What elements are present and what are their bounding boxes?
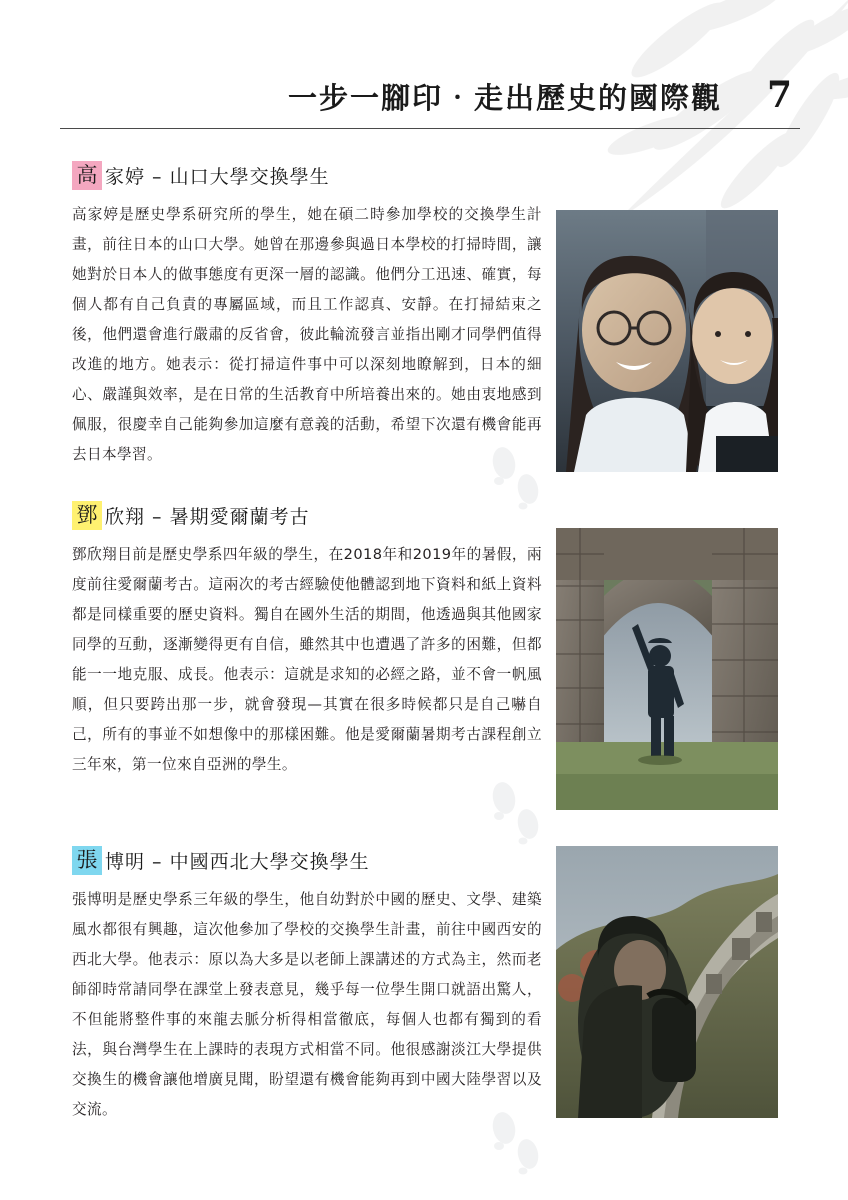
surname-highlight-3: 張 <box>72 846 102 875</box>
article-title-2: 欣翔 – 暑期愛爾蘭考古 <box>105 505 310 528</box>
page-title: 一步一腳印‧走出歷史的國際觀 <box>287 81 722 115</box>
header-divider <box>60 128 800 129</box>
footprint-icon-2 <box>486 780 546 854</box>
article-body-3: 張博明是歷史學系三年級的學生，他自幼對於中國的歷史、文學、建築風水都很有興趣，這次他參加了學校的交換學生計畫，前往中國西安的西北大學。他表示：原以為大多是以老師上課講述的方式為主，然而老師卻時常請同學在課堂上發表意見，幾乎每一位學生開口就語出驚人，不但能將整件事的來龍去脈分析得相當徹底，每個人也都有獨到的看法，與台灣學生在上課時的表現方式相當不同。他很感謝淡江大學提供交換生的機會讓他增廣見聞，盼望還有機會能夠再到中國大陸學習以及交流。 <box>72 891 542 1118</box>
page-number: 7 <box>766 74 792 116</box>
article-title-1: 家婷 – 山口大學交換學生 <box>105 165 330 188</box>
surname-highlight-1: 高 <box>72 161 102 190</box>
article-heading-2 <box>72 500 777 530</box>
article-photo-1 <box>556 210 778 472</box>
article-body-2: 鄧欣翔目前是歷史學系四年級的學生，在2018年和2019年的暑假，兩度前往愛爾蘭考古。這兩次的考古經驗使他體認到地下資料和紙上資料都是同樣重要的歷史資料。獨自在國外生活的期間，他透過與其他國家同學的互動，逐漸變得更有自信，雖然其中也遭遇了許多的困難，但都能一一地克服、成長。他表示：這就是求知的必經之路，並不會一帆風順，但只要跨出那一步，就會發現—其實在很多時候都只是自己嚇自己，所有的事並不如想像中的那樣困難。他是愛爾蘭暑期考古課程創立三年來，第一位來自亞洲的學生。 <box>72 546 542 773</box>
article-title-3: 博明 – 中國西北大學交換學生 <box>105 850 370 873</box>
page-header <box>60 74 800 138</box>
article-photo-2 <box>556 528 778 810</box>
article-body-1: 高家婷是歷史學系研究所的學生，她在碩二時參加學校的交換學生計畫，前往日本的山口大學。她曾在那邊參與過日本學校的打掃時間，讓她對於日本人的做事態度有更深一層的認識。他們分工迅速、確實，每個人都有自己負責的專屬區域，而且工作認真、安靜。在打掃結束之後，他們還會進行嚴肅的反省會，彼此輪流發言並指出剛才同學們值得改進的地方。她表示：從打掃這件事中可以深刻地瞭解到，日本的細心、嚴謹與效率，是在日常的生活教育中所培養出來的。她由衷地感到佩服，很慶幸自己能夠參加這麼有意義的活動，希望下次還有機會能再去日本學習。 <box>72 206 542 463</box>
article-heading-1 <box>72 160 777 190</box>
article-photo-3 <box>556 846 778 1118</box>
surname-highlight-2: 鄧 <box>72 501 102 530</box>
